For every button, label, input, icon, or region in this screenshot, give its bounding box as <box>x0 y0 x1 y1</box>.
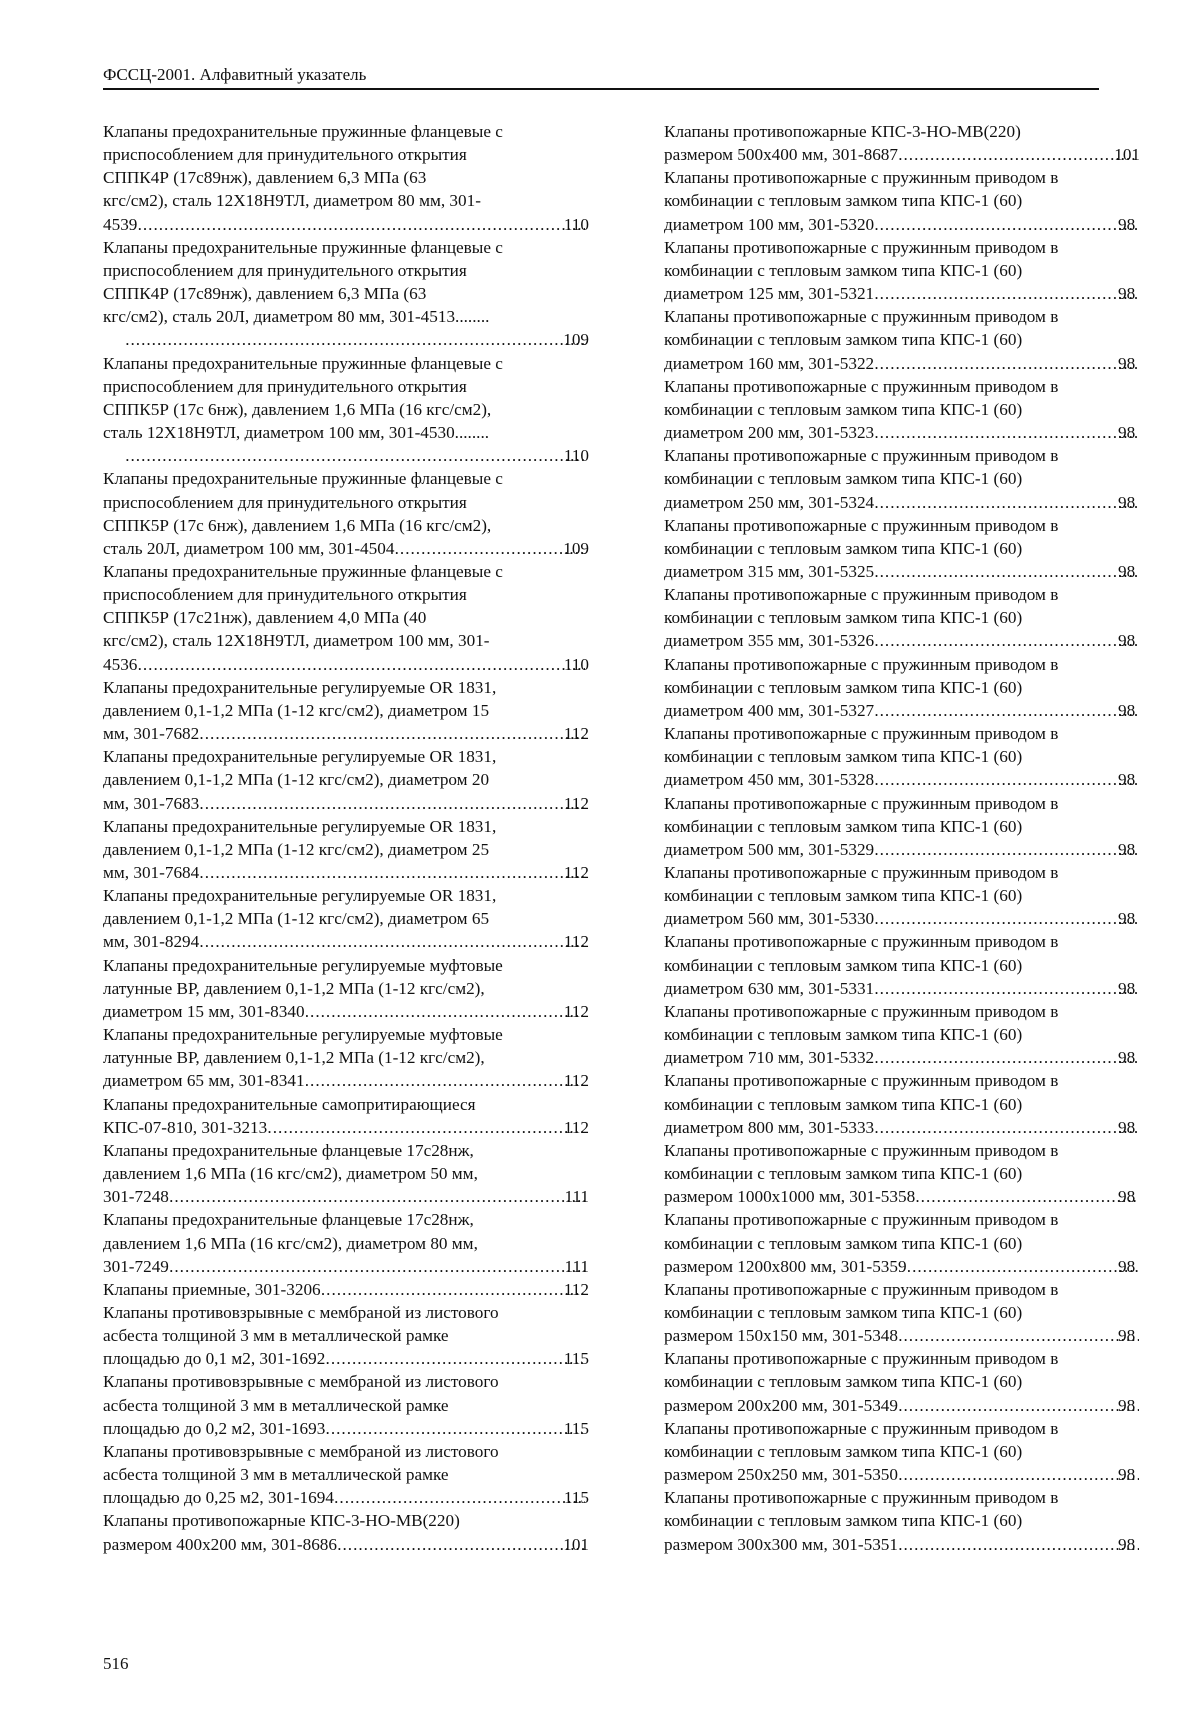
index-entry <box>103 1440 589 1509</box>
entry-last-line <box>103 861 589 884</box>
page-number: 516 <box>103 1654 129 1673</box>
entry-text-line: мм, 301-7682 <box>103 724 200 744</box>
entry-text-line: давлением 0,1-1,2 МПа (1-12 кгс/см2), диаметром 65 <box>103 909 490 929</box>
entry-text-line: диаметром 100 мм, 301-5320 <box>664 214 875 234</box>
entry-text-line: комбинации с тепловым замком типа КПС-1 (60) <box>664 1441 1023 1461</box>
entry-text-line: диаметром 250 мм, 301-5324 <box>664 492 875 512</box>
index-entry <box>103 467 589 560</box>
index-column-right <box>664 120 1140 1556</box>
index-entry <box>103 954 589 1023</box>
entry-text-line: размером 400x200 мм, 301-8686 <box>103 1534 337 1554</box>
index-entry <box>664 653 1140 722</box>
index-entry <box>664 305 1140 374</box>
entry-text-line: Клапаны предохранительные регулируемые муфтовые <box>103 955 503 975</box>
page-reference: 101 <box>1114 145 1140 165</box>
entry-text-line: Клапаны предохранительные пружинные фланцевые с <box>103 237 503 257</box>
entry-text-line: 4536 <box>103 654 138 674</box>
entry-text-line: комбинации с тепловым замком типа КПС-1 (60) <box>664 538 1023 558</box>
page-reference: 111 <box>564 1187 589 1207</box>
entry-text-line: комбинации с тепловым замком типа КПС-1 (60) <box>664 1094 1023 1114</box>
dot-leader <box>138 213 584 236</box>
entry-text-line: комбинации с тепловым замком типа КПС-1 (60) <box>664 1164 1023 1184</box>
entry-last-line <box>103 930 589 953</box>
index-entry <box>664 1278 1140 1347</box>
entry-text-line: кгс/см2), сталь 12Х18Н9ТЛ, диаметром 80 мм, 301- <box>103 191 481 211</box>
index-entry <box>664 930 1140 999</box>
dot-leader <box>200 722 585 745</box>
entry-text-line: Клапаны предохранительные регулируемые муфтовые <box>103 1025 503 1045</box>
page-reference: 112 <box>563 793 589 813</box>
entry-text-line: Клапаны противопожарные с пружинным приводом в <box>664 1001 1059 1021</box>
entry-text-line: комбинации с тепловым замком типа КПС-1 (60) <box>664 330 1023 350</box>
entry-last-line <box>125 444 589 467</box>
index-entry <box>664 375 1140 444</box>
entry-text-line: Клапаны противопожарные с пружинным приводом в <box>664 446 1059 466</box>
index-entry <box>103 1023 589 1092</box>
entry-text-line: комбинации с тепловым замком типа КПС-1 (60) <box>664 747 1023 767</box>
entry-text-line: латунные ВР, давлением 0,1-1,2 МПа (1-12 кгс/см2), <box>103 978 485 998</box>
dot-leader <box>170 1185 586 1208</box>
index-entry <box>103 352 589 468</box>
entry-text-line: Клапаны противопожарные КПС-3-НО-МВ(220) <box>103 1511 460 1531</box>
entry-text-line: приспособлением для принудительного открытия <box>103 585 467 605</box>
index-entry <box>103 236 589 352</box>
entry-last-line <box>125 328 589 351</box>
entry-text-line: СППК5Р (17с 6нж), давлением 1,6 МПа (16 кгс/см2), <box>103 515 492 535</box>
entry-text-line: давлением 1,6 МПа (16 кгс/см2), диаметром 50 мм, <box>103 1164 478 1184</box>
entry-text-line: асбеста толщиной 3 мм в металлической рамке <box>103 1395 449 1415</box>
entry-text-line: Клапаны предохранительные пружинные фланцевые с <box>103 122 503 141</box>
entry-last-line <box>103 1000 589 1023</box>
entry-text-line: диаметром 500 мм, 301-5329 <box>664 839 875 859</box>
entry-text-line: диаметром 355 мм, 301-5326 <box>664 631 875 651</box>
entry-text-line: Клапаны предохранительные регулируемые OR 1831, <box>103 886 497 906</box>
dot-leader <box>326 1417 585 1440</box>
index-entry <box>664 722 1140 791</box>
dot-leader <box>395 537 584 560</box>
index-entry <box>103 1093 589 1139</box>
entry-text-line: Клапаны противовзрывные с мембраной из листового <box>103 1441 499 1461</box>
entry-text-line: размером 150x150 мм, 301-5348 <box>664 1326 898 1346</box>
entry-text-line: мм, 301-7684 <box>103 863 200 882</box>
entry-last-line: диаметром 250 мм, 301-5324 ..... 98 <box>686 491 1140 514</box>
page-reference: 110 <box>563 446 589 466</box>
dot-leader <box>899 1394 1139 1417</box>
entry-last-line: размером 1200x800 мм, 301-5359 ..... 98 <box>686 1255 1140 1278</box>
page-reference: 109 <box>563 538 589 558</box>
entry-text-line: размером 1200x800 мм, 301-5359 <box>664 1256 907 1276</box>
entry-text-line: приспособлением для принудительного открытия <box>103 145 467 165</box>
entry-last-line: размером 200x200 мм, 301-5349 ..... 98 <box>686 1394 1140 1417</box>
dot-leader <box>875 282 1139 305</box>
dot-leader <box>200 930 585 953</box>
index-entry <box>664 1069 1140 1138</box>
entry-text-line: диаметром 630 мм, 301-5331 <box>664 978 875 998</box>
entry-last-line <box>103 1417 589 1440</box>
entry-text-line: диаметром 450 мм, 301-5328 <box>664 770 875 790</box>
dot-leader <box>306 1069 585 1092</box>
dot-leader <box>875 977 1139 1000</box>
index-entry <box>103 1370 589 1439</box>
entry-text-line: сталь 20Л, диаметром 100 мм, 301-4504 <box>103 538 395 558</box>
entry-last-line <box>103 1486 589 1509</box>
entry-text-line: Клапаны противопожарные с пружинным приводом в <box>664 168 1059 188</box>
dot-leader <box>875 560 1139 583</box>
entry-text-line: площадью до 0,2 м2, 301-1693 <box>103 1418 326 1438</box>
entry-text-line: Клапаны предохранительные пружинные фланцевые с <box>103 469 503 489</box>
page-reference: 112 <box>563 1117 589 1137</box>
entry-text-line: приспособлением для принудительного открытия <box>103 492 467 512</box>
entry-text-line: Клапаны предохранительные регулируемые OR 1831, <box>103 816 497 836</box>
entry-text-line: диаметром 315 мм, 301-5325 <box>664 561 875 581</box>
dot-leader <box>916 1185 1139 1208</box>
index-entry <box>664 514 1140 583</box>
entry-text-line: давлением 0,1-1,2 МПа (1-12 кгс/см2), диаметром 15 <box>103 700 490 720</box>
entry-text-line: Клапаны противопожарные с пружинным приводом в <box>664 515 1059 535</box>
page-reference: 112 <box>563 1001 589 1021</box>
index-entry <box>103 1301 589 1370</box>
dot-leader <box>899 1463 1139 1486</box>
entry-last-line: диаметром 315 мм, 301-5325 ..... 98 <box>686 560 1140 583</box>
index-entry <box>103 1208 589 1277</box>
entry-text-line: размером 250x250 мм, 301-5350 <box>664 1465 898 1485</box>
entry-text-line: СППК5Р (17с21нж), давлением 4,0 МПа (40 <box>103 608 427 628</box>
dot-leader <box>875 491 1139 514</box>
entry-last-line <box>103 653 589 676</box>
entry-text-line: комбинации с тепловым замком типа КПС-1 (60) <box>664 1233 1023 1253</box>
entry-last-line: диаметром 125 мм, 301-5321 ..... 98 <box>686 282 1140 305</box>
entry-text-line: Клапаны противопожарные с пружинным приводом в <box>664 376 1059 396</box>
running-header: ФССЦ-2001. Алфавитный указатель <box>103 64 1099 90</box>
entry-text-line: Клапаны противопожарные с пружинным приводом в <box>664 932 1059 952</box>
dot-leader <box>899 1324 1139 1347</box>
entry-text-line: диаметром 710 мм, 301-5332 <box>664 1048 875 1068</box>
entry-text-line: мм, 301-8294 <box>103 932 200 952</box>
page-reference: 109 <box>563 330 589 350</box>
entry-last-line <box>103 1116 589 1139</box>
dot-leader <box>875 1116 1139 1139</box>
index-entry <box>664 444 1140 513</box>
entry-text-line: приспособлением для принудительного открытия <box>103 260 467 280</box>
entry-last-line <box>103 537 589 560</box>
entry-text-line: диаметром 560 мм, 301-5330 <box>664 909 875 929</box>
entry-last-line: диаметром 450 мм, 301-5328 ..... 98 <box>686 768 1140 791</box>
entry-text-line: размером 300x300 мм, 301-5351 <box>664 1534 898 1554</box>
dot-leader <box>875 838 1139 861</box>
entry-text-line: размером 500x400 мм, 301-8687 <box>664 145 898 165</box>
dot-leader <box>200 861 585 884</box>
entry-last-line <box>103 1069 589 1092</box>
dot-leader <box>200 792 585 815</box>
index-entry <box>664 166 1140 235</box>
entry-last-line: размером 150x150 мм, 301-5348 ..... 98 <box>686 1324 1140 1347</box>
entry-last-line: размером 300x300 мм, 301-5351 ..... 98 <box>686 1533 1140 1556</box>
dot-leader <box>875 629 1139 652</box>
entry-last-line: диаметром 100 мм, 301-5320 ..... 98 <box>686 213 1140 236</box>
index-entry <box>664 1417 1140 1486</box>
entry-text-line: Клапаны противопожарные КПС-3-НО-МВ(220) <box>664 122 1021 141</box>
entry-last-line <box>103 1347 589 1370</box>
dot-leader <box>138 653 584 676</box>
entry-text-line: приспособлением для принудительного открытия <box>103 376 467 396</box>
index-entry <box>664 1000 1140 1069</box>
entry-last-line: диаметром 710 мм, 301-5332 ..... 98 <box>686 1046 1140 1069</box>
page-reference: 112 <box>563 1279 589 1299</box>
entry-text-line: Клапаны противопожарные с пружинным приводом в <box>664 793 1059 813</box>
entry-text-line: комбинации с тепловым замком типа КПС-1 (60) <box>664 677 1023 697</box>
page-reference: 112 <box>563 863 589 882</box>
entry-text-line: СППК5Р (17с 6нж), давлением 1,6 МПа (16 кгс/см2), <box>103 399 492 419</box>
dot-leader <box>899 143 1135 166</box>
dot-leader <box>268 1116 585 1139</box>
entry-last-line <box>664 143 1140 166</box>
page-reference: 115 <box>563 1349 589 1369</box>
dot-leader <box>908 1255 1139 1278</box>
index-entry <box>664 1208 1140 1277</box>
entry-text-line: Клапаны предохранительные фланцевые 17с28нж, <box>103 1210 474 1230</box>
entry-text-line: СППК4Р (17с89нж), давлением 6,3 МПа (63 <box>103 168 427 188</box>
entry-text-line: Клапаны противовзрывные с мембраной из листового <box>103 1302 499 1322</box>
dot-leader <box>338 1533 584 1556</box>
entry-text-line: 4539 <box>103 214 138 234</box>
entry-text-line: комбинации с тепловым замком типа КПС-1 (60) <box>664 260 1023 280</box>
dot-leader <box>875 352 1139 375</box>
entry-text-line: комбинации с тепловым замком типа КПС-1 (60) <box>664 1511 1023 1531</box>
index-entry <box>664 792 1140 861</box>
entry-text-line: площадью до 0,25 м2, 301-1694 <box>103 1488 334 1508</box>
dot-leader <box>126 328 584 351</box>
entry-text-line: Клапаны предохранительные регулируемые OR 1831, <box>103 677 497 697</box>
index-entry <box>103 1139 589 1208</box>
entry-last-line <box>103 213 589 236</box>
entry-text-line: Клапаны предохранительные пружинные фланцевые с <box>103 561 503 581</box>
entry-last-line <box>103 792 589 815</box>
entry-text-line: давлением 1,6 МПа (16 кгс/см2), диаметром 80 мм, <box>103 1233 478 1253</box>
entry-text-line: Клапаны предохранительные фланцевые 17с28нж, <box>103 1140 474 1160</box>
entry-last-line: размером 1000x1000 мм, 301-5358 ..... 98 <box>686 1185 1140 1208</box>
page-reference: 112 <box>563 724 589 744</box>
index-entry <box>103 1278 589 1301</box>
index-entry <box>103 815 589 884</box>
page-reference: 115 <box>563 1488 589 1508</box>
entry-text-line: диаметром 160 мм, 301-5322 <box>664 353 875 373</box>
entry-text-line: Клапаны противопожарные с пружинным приводом в <box>664 1210 1059 1230</box>
page-reference: 112 <box>563 932 589 952</box>
page-reference: 101 <box>563 1534 589 1554</box>
entry-text-line: Клапаны противопожарные с пружинным приводом в <box>664 307 1059 327</box>
entry-text-line: диаметром 400 мм, 301-5327 <box>664 700 875 720</box>
index-entry <box>664 1486 1140 1555</box>
dot-leader <box>875 1046 1139 1069</box>
entry-text-line: давлением 0,1-1,2 МПа (1-12 кгс/см2), диаметром 20 <box>103 770 490 790</box>
entry-last-line: диаметром 800 мм, 301-5333 ..... 98 <box>686 1116 1140 1139</box>
entry-text-line: площадью до 0,1 м2, 301-1692 <box>103 1349 326 1369</box>
entry-text-line: асбеста толщиной 3 мм в металлической рамке <box>103 1465 449 1485</box>
entry-text-line: 301-7249 <box>103 1256 169 1276</box>
entry-last-line <box>103 1255 589 1278</box>
entry-text-line: диаметром 125 мм, 301-5321 <box>664 284 875 304</box>
entry-text-line: мм, 301-7683 <box>103 793 200 813</box>
entry-text-line: Клапаны предохранительные пружинные фланцевые с <box>103 353 503 373</box>
entry-text-line: комбинации с тепловым замком типа КПС-1 (60) <box>664 399 1023 419</box>
entry-text-line: Клапаны противопожарные с пружинным приводом в <box>664 1140 1059 1160</box>
entry-text-line: Клапаны противовзрывные с мембраной из листового <box>103 1372 499 1392</box>
entry-text-line: латунные ВР, давлением 0,1-1,2 МПа (1-12 кгс/см2), <box>103 1048 485 1068</box>
index-entry <box>103 884 589 953</box>
entry-text-line: диаметром 65 мм, 301-8341 <box>103 1071 305 1091</box>
dot-leader <box>322 1278 585 1301</box>
entry-text-line: комбинации с тепловым замком типа КПС-1 (60) <box>664 1025 1023 1045</box>
entry-text-line: комбинации с тепловым замком типа КПС-1 (60) <box>664 816 1023 836</box>
entry-text-line: Клапаны приемные, 301-3206 <box>103 1279 321 1299</box>
dot-leader <box>875 699 1139 722</box>
entry-text-line: Клапаны противопожарные с пружинным приводом в <box>664 863 1059 882</box>
entry-text-line: комбинации с тепловым замком типа КПС-1 (60) <box>664 191 1023 211</box>
entry-last-line: диаметром 560 мм, 301-5330 ..... 98 <box>686 907 1140 930</box>
index-entry <box>664 1347 1140 1416</box>
dot-leader <box>126 444 585 467</box>
entry-text-line: комбинации с тепловым замком типа КПС-1 (60) <box>664 886 1023 906</box>
entry-last-line <box>103 1533 589 1556</box>
entry-text-line: Клапаны противопожарные с пружинным приводом в <box>664 237 1059 257</box>
entry-text-line: диаметром 15 мм, 301-8340 <box>103 1001 305 1021</box>
dot-leader <box>875 213 1139 236</box>
entry-text-line: Клапаны противопожарные с пружинным приводом в <box>664 585 1059 605</box>
index-entry <box>664 583 1140 652</box>
index-entry <box>103 1509 589 1555</box>
dot-leader <box>899 1533 1139 1556</box>
entry-last-line <box>103 722 589 745</box>
entry-text-line: размером 1000x1000 мм, 301-5358 <box>664 1187 916 1207</box>
entry-text-line: Клапаны противопожарные с пружинным приводом в <box>664 1418 1059 1438</box>
entry-text-line: комбинации с тепловым замком типа КПС-1 (60) <box>664 1372 1023 1392</box>
entry-last-line <box>103 1278 589 1301</box>
entry-text-line: диаметром 800 мм, 301-5333 <box>664 1117 875 1137</box>
dot-leader <box>335 1486 585 1509</box>
index-entry <box>103 560 589 676</box>
entry-text-line: Клапаны противопожарные с пружинным приводом в <box>664 1279 1059 1299</box>
dot-leader <box>875 421 1139 444</box>
entry-last-line <box>103 1185 589 1208</box>
index-entry <box>103 676 589 745</box>
entry-text-line: Клапаны противопожарные с пружинным приводом в <box>664 1349 1059 1369</box>
entry-last-line: диаметром 630 мм, 301-5331 ..... 98 <box>686 977 1140 1000</box>
entry-last-line: диаметром 400 мм, 301-5327 ..... 98 <box>686 699 1140 722</box>
page-reference: 112 <box>563 1071 589 1091</box>
entry-text-line: диаметром 200 мм, 301-5323 <box>664 423 875 443</box>
entry-text-line: СППК4Р (17с89нж), давлением 6,3 МПа (63 <box>103 284 427 304</box>
entry-text-line: давлением 0,1-1,2 МПа (1-12 кгс/см2), диаметром 25 <box>103 839 490 859</box>
page-reference: 110 <box>563 654 589 674</box>
entry-text-line: комбинации с тепловым замком типа КПС-1 (60) <box>664 1302 1023 1322</box>
entry-text-line: комбинации с тепловым замком типа КПС-1 (60) <box>664 608 1023 628</box>
entry-text-line: кгс/см2), сталь 12Х18Н9ТЛ, диаметром 100 мм, 301- <box>103 631 490 651</box>
dot-leader <box>326 1347 585 1370</box>
entry-text-line: 301-7248 <box>103 1187 169 1207</box>
entry-text-line: Клапаны предохранительные самопритирающиеся <box>103 1094 476 1114</box>
entry-text-line: КПС-07-810, 301-3213 <box>103 1117 268 1137</box>
index-entry <box>103 120 589 236</box>
entry-text-line: асбеста толщиной 3 мм в металлической рамке <box>103 1326 449 1346</box>
entry-text-line: Клапаны противопожарные с пружинным приводом в <box>664 1071 1059 1091</box>
page-reference: 110 <box>563 214 589 234</box>
dot-leader <box>875 768 1139 791</box>
entry-last-line: диаметром 355 мм, 301-5326 ..... 98 <box>686 629 1140 652</box>
entry-text-line: Клапаны противопожарные с пружинным приводом в <box>664 654 1059 674</box>
entry-text-line: кгс/см2), сталь 20Л, диаметром 80 мм, 301-4513........ <box>103 307 490 327</box>
entry-last-line: размером 250x250 мм, 301-5350 ..... 98 <box>686 1463 1140 1486</box>
entry-text-line: Клапаны предохранительные регулируемые OR 1831, <box>103 747 497 767</box>
entry-text-line: Клапаны противопожарные с пружинным приводом в <box>664 724 1059 744</box>
index-entry <box>664 1139 1140 1208</box>
entry-last-line: диаметром 200 мм, 301-5323 ..... 98 <box>686 421 1140 444</box>
entry-text-line: размером 200x200 мм, 301-5349 <box>664 1395 898 1415</box>
entry-text-line: комбинации с тепловым замком типа КПС-1 (60) <box>664 955 1023 975</box>
dot-leader <box>875 907 1139 930</box>
page-reference: 111 <box>564 1256 589 1276</box>
index-entry <box>664 861 1140 930</box>
index-entry <box>664 120 1140 166</box>
entry-last-line: диаметром 500 мм, 301-5329 ..... 98 <box>686 838 1140 861</box>
index-entry <box>103 745 589 814</box>
dot-leader <box>170 1255 586 1278</box>
index-column-left <box>103 120 589 1556</box>
entry-text-line: сталь 12Х18Н9ТЛ, диаметром 100 мм, 301-4530........ <box>103 423 490 443</box>
entry-text-line: Клапаны противопожарные с пружинным приводом в <box>664 1488 1059 1508</box>
entry-text-line: комбинации с тепловым замком типа КПС-1 (60) <box>664 469 1023 489</box>
index-entry <box>664 236 1140 305</box>
entry-last-line: диаметром 160 мм, 301-5322 ..... 98 <box>686 352 1140 375</box>
page-reference: 115 <box>563 1418 589 1438</box>
dot-leader <box>306 1000 585 1023</box>
